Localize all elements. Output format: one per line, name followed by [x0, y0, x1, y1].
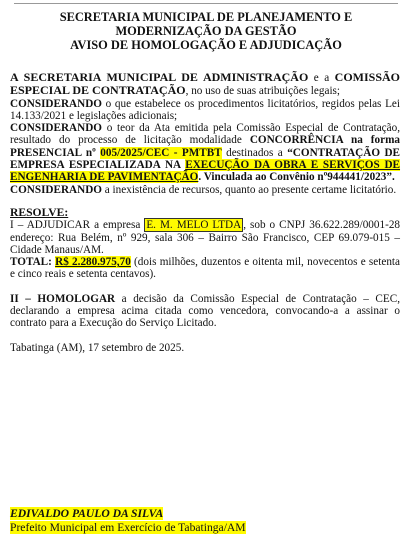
considerando-text: a inexistência de recursos, quanto ao presente certame licitatório.	[102, 183, 397, 196]
top-divider	[14, 3, 398, 4]
considerando-keyword: CONSIDERANDO	[10, 97, 102, 110]
header-line-2: MODERNIZAÇÃO DA GESTÃO	[115, 24, 297, 38]
spacer	[10, 196, 400, 207]
signer-role: Prefeito Municipal em Exercício de Tabatinga/AM	[10, 521, 246, 534]
process-number: 005/2025/CEC - PMTBT	[100, 146, 222, 159]
intro-connector: e a	[308, 72, 335, 84]
considerando-keyword: CONSIDERANDO	[10, 122, 102, 135]
secretaria-name: A SECRETARIA MUNICIPAL DE ADMINISTRAÇÃO	[10, 70, 309, 84]
spacer	[10, 330, 400, 342]
comissao-name: COMISSÃO ESPECIAL DE CONTRATAÇÃO	[10, 70, 400, 98]
modalidade-text: CONCORRÊNCIA na forma PRESENCIAL nº	[10, 134, 401, 159]
header-title: AVISO DE HOMOLOGAÇÃO E ADJUDICAÇÃO	[70, 38, 342, 52]
considerando-paragraph-3	[10, 184, 400, 196]
header-line-1: SECRETARIA MUNICIPAL DE PLANEJAMENTO E	[59, 10, 353, 24]
total-value: R$ 2.280.975,70	[55, 256, 131, 269]
homologar-text: a decisão da Comissão Especial de Contratação – CEC, declarando a empresa acima citada como vencedora, convocando-a a assinar o contrato para a Execução do Serviço Licitado.	[10, 292, 400, 330]
considerando-text: o teor da Ata emitida pela Comissão Especial de Contratação, resultado do processo de licitação modalidade	[10, 122, 400, 147]
document-header	[10, 10, 402, 52]
intro-paragraph	[10, 71, 400, 98]
considerando-keyword: CONSIDERANDO	[10, 183, 102, 196]
total-label: TOTAL:	[10, 256, 52, 269]
contract-object: EXECUÇÃO DA OBRA E SERVIÇOS DE ENGENHARIA DE PAVIMENTAÇÃO	[10, 159, 401, 184]
resolve-title: RESOLVE:	[10, 205, 69, 219]
considerando-paragraph-1	[10, 98, 400, 123]
adjudicar-text: I – ADJUDICAR a empresa	[10, 219, 145, 232]
adjudicar-paragraph	[10, 219, 400, 256]
company-details: , sob o CNPJ 36.622.289/0001-28 endereço: Rua Belém, nº 929, sala 306 – Bairro São Francisco, CEP 69.079-015 – Cidade Manaus/AM.	[10, 219, 401, 256]
total-in-words: (dois milhões, duzentos e oitenta mil, novecentos e setenta e cinco reais e setenta centavos).	[10, 256, 400, 281]
homologar-paragraph	[10, 293, 400, 330]
company-name: E. M. MELO LTDA	[146, 219, 242, 232]
document-body	[10, 71, 400, 354]
signature-block	[10, 507, 246, 535]
object-quote-close: . Vinculada ao Convênio nº944441/2023”.	[198, 171, 395, 184]
intro-rest: , no uso de suas atribuições legais;	[185, 85, 341, 98]
spacer	[10, 281, 400, 293]
signer-name: EDIVALDO PAULO DA SILVA	[10, 507, 164, 520]
date-line: Tabatinga (AM), 17 setembro de 2025.	[10, 341, 185, 354]
total-paragraph	[10, 256, 400, 281]
object-quote-open: “CONTRATAÇÃO DE EMPRESA ESPECIALIZADA NA	[10, 146, 400, 172]
considerando-text: destinados a	[221, 146, 288, 159]
homologar-label: II – HOMOLOGAR	[10, 292, 116, 305]
considerando-text: o que estabelece os procedimentos licitatórios, regidos pelas Lei 14.133/2021 e legislações adicionais;	[10, 97, 400, 122]
considerando-paragraph-2	[10, 122, 400, 183]
